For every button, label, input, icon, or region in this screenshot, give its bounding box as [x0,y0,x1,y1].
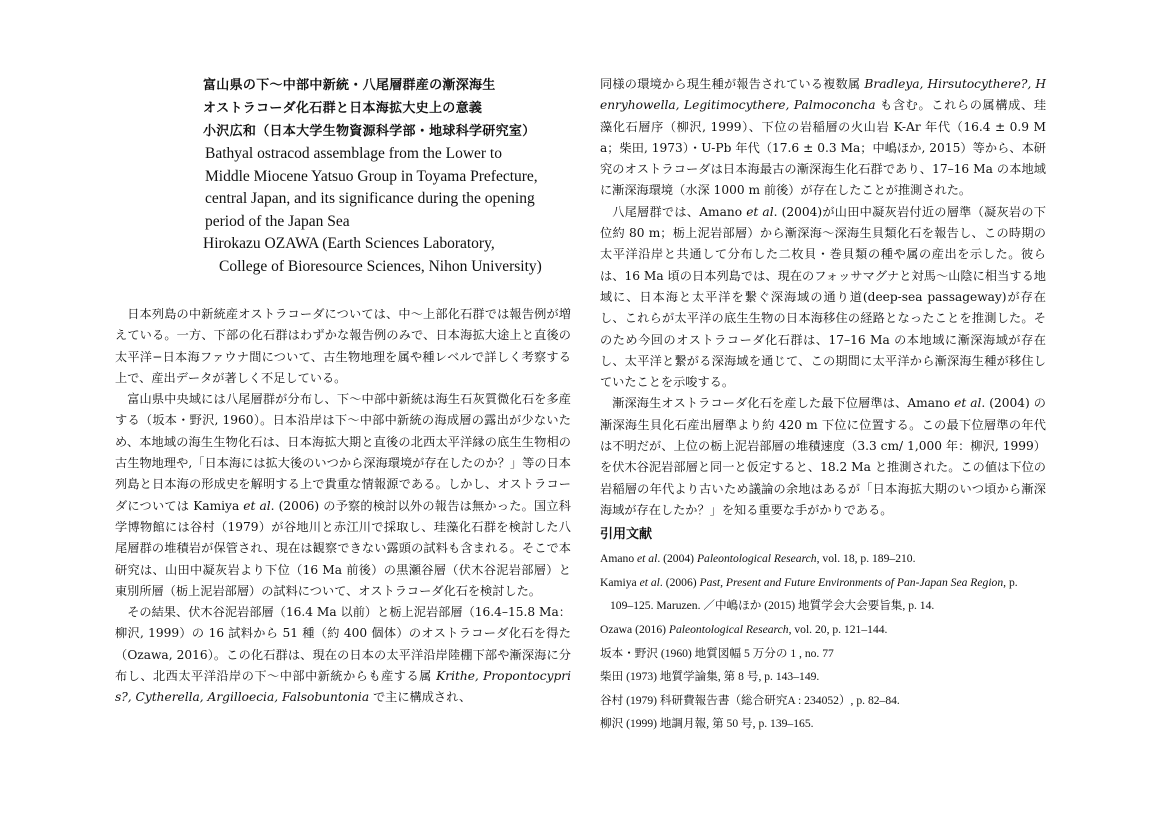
body-paragraph-lowest-horizon [600,393,1046,521]
text-segment: Ozawa (2016) [600,623,669,637]
reference-item: 谷村 (1979) 科研費報告書（総合研究A : 234052）, p. 82–84. [600,693,900,707]
body-paragraph-continuation [600,74,1046,202]
text-segment: . (2004) の漸深海生貝化石産出層準より約 420 m 下位に位置する。この最下位層準の年代は不明だが、上位の栃上泥岩部層の堆積速度（3.3 cm/ 1,000 年：柳沢, 1999）を伏木谷泥岩部層と同一と仮定すると、18.2 Ma と推測された。この値は下位の岩稲層の年代より古いため議論の余地はあるが「日本海拡大期のいつ頃から漸深海域が存在したか？」を知る重要な手がかりである。 [600,396,1046,517]
italic-genera: Krithe, Propontocypris?, Cytherella, Argilloecia, Falsobuntonia [115,669,571,705]
body-paragraph-yatsuo [600,202,1046,394]
japanese-author: 小沢広和（日本大学生物資源科学部・地球科学研究室） [203,124,536,139]
body-paragraph-results [115,602,571,708]
italic-et-al: et al [243,498,271,513]
italic-genera: Bradleya, Hirsutocythere?, Henryhowella, Legitimocythere, Palmoconcha [600,77,1047,113]
italic-et-al: et al [954,396,982,411]
text-segment: も含む。これらの属構成、珪藻化石層序（柳沢, 1999）、下位の岩稲層の火山岩 K-Ar 年代（16.4 ± 0.9 Ma；柴田, 1973）・U-Pb 年代（17.6 ± 0.3 Ma；中嶋ほか, 2015）等から、本研究のオストラコーダは日本海最古の漸深海生化石群であり、17–16 Ma の本地域に漸深海環境（水深 1000 m 前後）が存在したことが推測された。 [600,98,1047,198]
italic-journal: Paleontological Research [696,552,817,566]
japanese-title-line-2: オストラコーダ化石群と日本海拡大史上の意義 [203,101,483,116]
text-segment: Amano [600,552,638,566]
text-segment: 富山県中央域には八尾層群が分布し、下〜中部中新統は海生石灰質微化石を多産する（坂本・野沢, 1960）。日本沿岸は下〜中部中新統の海成層の露出が少ないため、本地域の海生生物化石は、日本海拡大期と直後の北西太平洋縁の底生生物相の古生物地理や,「日本海には拡大後のいつから深海環境が存在したのか？」等の日本列島と日本海の形成史を解明する上で貴重な情報源である。しかし、オストラコーダについては Kamiya [115,392,571,513]
references-heading: 引用文献 [600,527,653,543]
body-paragraph-toyama [115,389,571,602]
text-segment: で主に構成され、 [369,690,472,705]
text-segment: その結果、伏木谷泥岩部層（16.4 Ma 以前）と栃上泥岩部層（16.4–15.8 Ma：柳沢, 1999）の 16 試料から 51 種（約 400 個体）のオストラコーダ化石を得た（Ozawa, 2016）。この化石群は、現在の日本の太平洋沿岸陸棚下部や漸深海に分布し、北西太平洋沿岸の下〜中部中新統からも産する属 [115,605,571,684]
reference-item-continuation: 109–125. Maruzen. ／中嶋ほか (2015) 地質学会大会要旨集, p. 14. [610,599,935,613]
body-paragraph-intro: 日本列島の中新統産オストラコーダについては、中〜上部化石群では報告例が増えている。一方、下部の化石群はわずかな報告例のみで、日本海拡大途上と直後の太平洋−日本海ファウナ間について、古生物地理を属や種レベルで詳しく考察する上で、産出データが著しく不足している。 [115,307,571,385]
text-segment: . (2004)が山田中凝灰岩付近の層準（凝灰岩の下位約 80 m；栃上泥岩部層）から漸深海〜深海生貝類化石を報告し、この時期の太平洋沿岸と共通して分布した二枚貝・巻貝類の種や属の産出を示した。彼らは、16 Ma 頃の日本列島では、現在のフォッサマグナと対馬〜山陰に相当する地域に、日本海と太平洋を繋ぐ深海域の通り道(deep-sea passageway)が存在し、これらが太平洋の底生生物の日本海移住の経路となったことを推測した。そのため今回のオストラコーダ化石群は、17–16 Ma の本地域に漸深海域が存在し、太平洋と繋がる深海域を通じて、この期間に太平洋から漸深海生種が移住していたことを示唆する。 [600,204,1046,390]
english-title-line-2: Middle Miocene Yatsuo Group in Toyama Prefecture, [205,167,538,185]
english-author-line-2: College of Bioresource Sciences, Nihon University) [219,257,542,275]
text-segment: . (2006) [659,575,700,589]
text-segment: p. [1006,575,1018,589]
italic-journal: Paleontological Research [668,623,789,637]
english-author-line-1: Hirokazu OZAWA (Earth Sciences Laboratory, [203,235,495,252]
italic-et-al: et al [746,204,774,219]
text-segment: . (2004) [657,552,697,566]
text-segment: , vol. 18, p. 189–210. [816,552,916,566]
text-segment: 漸深海生オストラコーダ化石を産した最下位層準は、Amano [612,396,955,411]
reference-item [600,571,1046,595]
italic-et-al: et al [637,552,658,566]
reference-item: 坂本・野沢 (1960) 地質図幅 5 万分の 1 , no. 77 [600,646,834,660]
text-segment: 八尾層群では、Amano [612,204,747,219]
english-title-line-3: central Japan, and its significance during the opening [205,190,535,207]
english-title-line-1: Bathyal ostracod assemblage from the Lower to [205,145,502,162]
text-segment: 同様の環境から現生種が報告されている複数属 [600,77,865,91]
english-title-line-4: period of the Japan Sea [205,212,350,230]
text-segment: Kamiya [600,575,640,589]
reference-item: 柴田 (1973) 地質学論集, 第 8 号, p. 143–149. [600,670,820,684]
title-block [203,74,571,278]
text-segment: , vol. 20, p. 121–144. [788,623,888,637]
italic-book-title: Past, Present and Future Environments of Pan-Japan Sea Region, [699,575,1007,589]
japanese-title-line-1: 富山県の下〜中部中新統・八尾層群産の漸深海生 [203,78,496,93]
text-segment: . (2006) の予察的検討以外の報告は無かった。国立科学博物館には谷村（1979）が谷地川と赤江川で採取し、珪藻化石群を検討した八尾層群の堆積岩が保管され、現在は観察できない露頭の試料も含まれる。そこで本研究は、山田中凝灰岩より下位（16 Ma 前後）の黒瀬谷層（伏木谷泥岩部層）と東別所層（栃上泥岩部層）の試料について、オストラコーダ化石を検討した。 [115,498,571,598]
reference-item [600,618,1046,642]
italic-et-al: et al [639,575,660,589]
left-column [115,74,571,709]
right-column [600,74,1046,736]
reference-item: 柳沢 (1999) 地調月報, 第 50 号, p. 139–165. [600,717,814,731]
reference-item [600,547,1046,571]
